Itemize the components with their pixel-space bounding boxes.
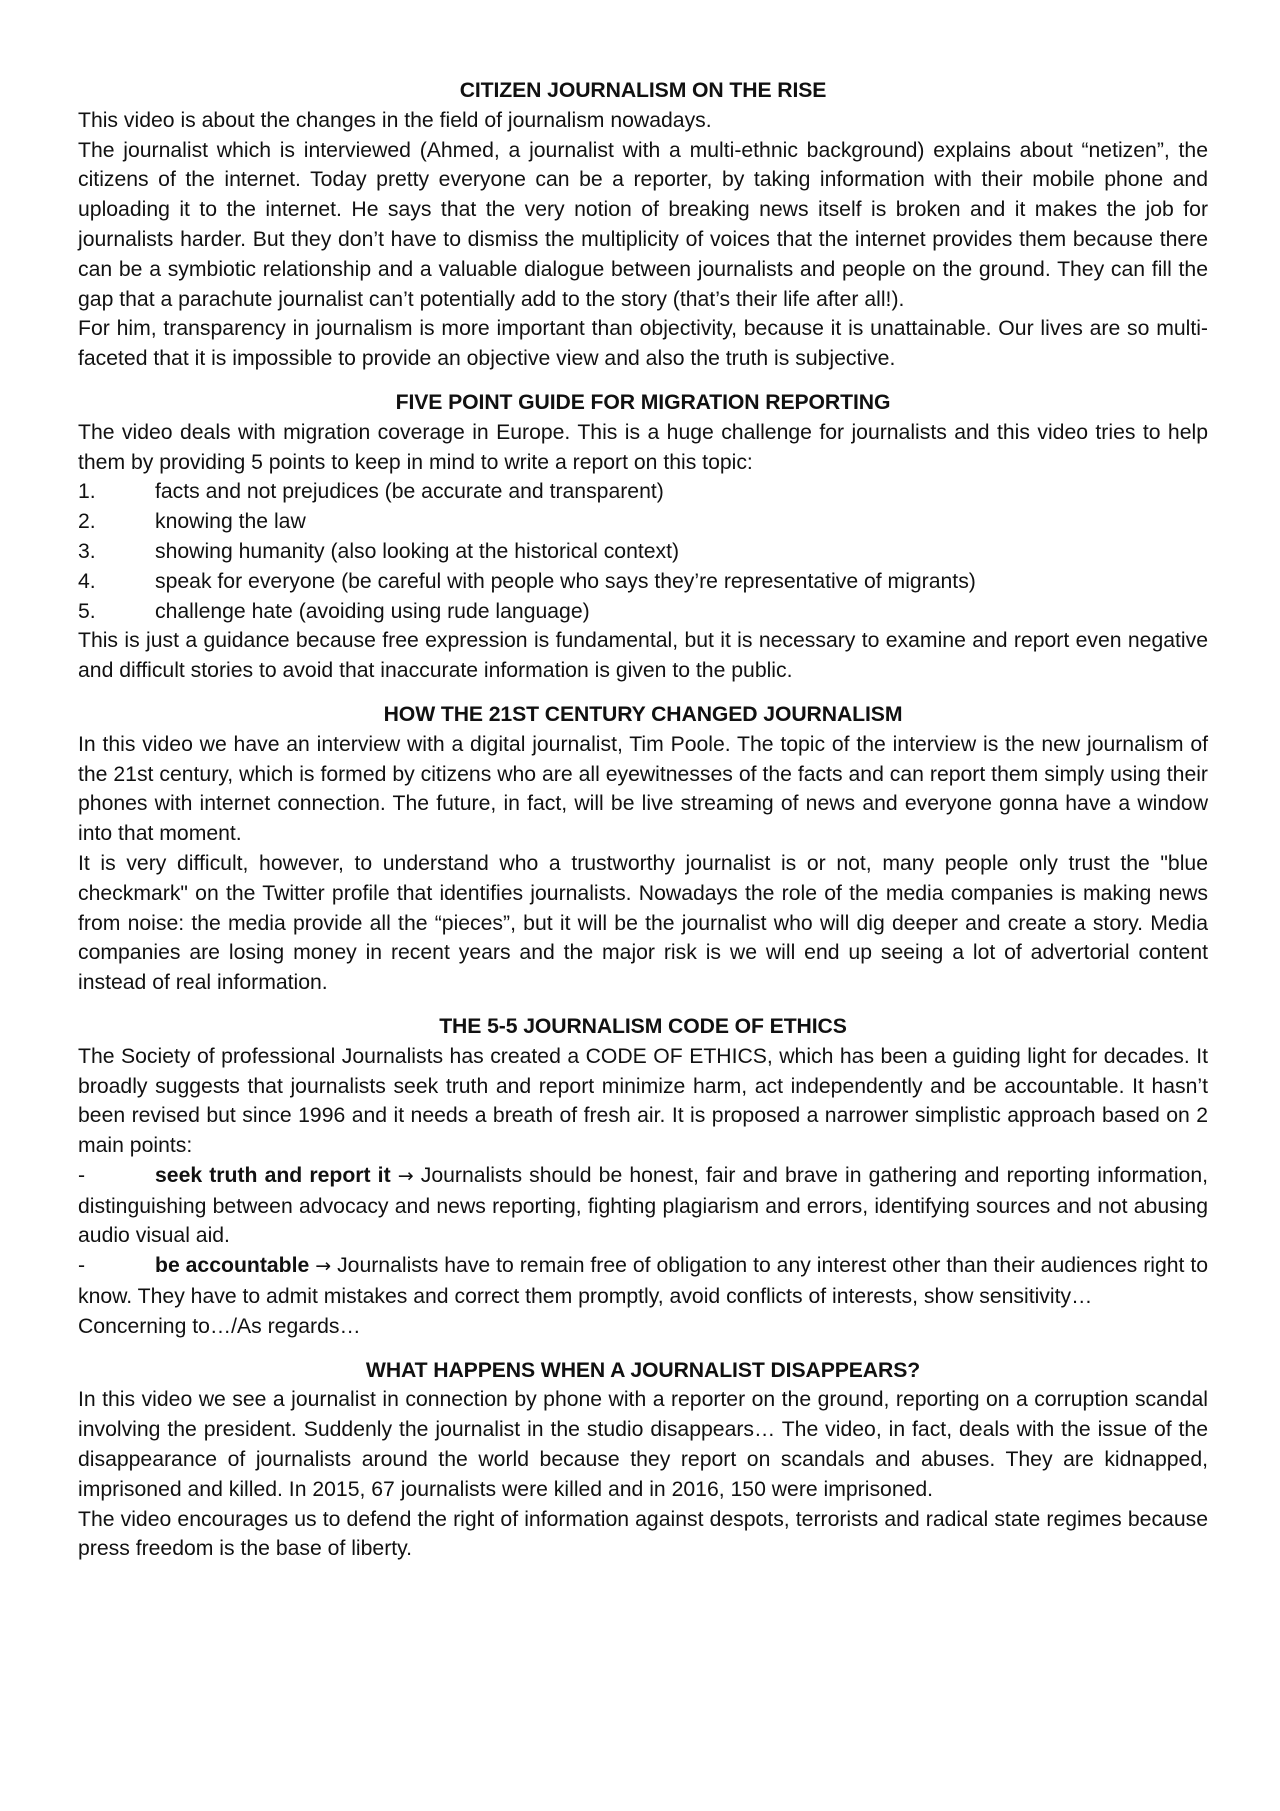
paragraph: It is very difficult, however, to understand who a trustworthy journalist is or not, many people only trust the "blue checkmark" on the Twitter profile that identifies journalists. Nowadays the role of the media companies is making news from noise: the media provide all the “pieces”, but it will be the journalist who will dig deeper and create a story. Media companies are losing money in recent years and the major risk is we will end up seeing a lot of advertorial content instead of real information.	[78, 851, 1208, 995]
list-number: 5.	[78, 599, 96, 623]
arrow-right-icon: →	[315, 1255, 332, 1278]
list-item	[78, 597, 1208, 627]
paragraph: In this video we see a journalist in connection by phone with a reporter on the ground, reporting on a corruption scandal involving the president. Suddenly the journalist in the studio disappears… The video, in fact, deals with the issue of the disappearance of journalists around the world because they report on scandals and abuses. They are kidnapped, imprisoned and killed. In 2015, 67 journalists were killed and in 2016, 150 were imprisoned.	[78, 1388, 1208, 1501]
section-heading: CITIZEN JOURNALISM ON THE RISE	[459, 79, 827, 102]
section-citizen-journalism	[78, 76, 1208, 374]
paragraph: In this video we have an interview with a digital journalist, Tim Poole. The topic of the interview is the new journalism of the 21st century, which is formed by citizens who are all eyewitnesses of the facts and can report them simply using their phones with internet connection. The future, in fact, will be live streaming of news and everyone gonna have a window into that moment.	[78, 732, 1208, 846]
ethics-term: be accountable	[155, 1254, 310, 1278]
dash-bullet: -	[78, 1163, 86, 1187]
paragraph: The journalist which is interviewed (Ahmed, a journalist with a multi-ethnic background) explains about “netizen”, the citizens of the internet. Today pretty everyone can be a reporter, by taking information with their mobile phone and uploading it to the internet. He says that the very notion of breaking news itself is broken and it makes the job for journalists harder. But they don’t have to dismiss the multiplicity of voices that the internet provides them because there can be a symbiotic relationship and a valuable dialogue between journalists and people on the ground. They can fill the gap that a parachute journalist can’t potentially add to the story (that’s their life after all!).	[78, 138, 1208, 311]
section-heading: HOW THE 21ST CENTURY CHANGED JOURNALISM	[383, 702, 903, 726]
paragraph: For him, transparency in journalism is more important than objectivity, because it is unattainable. Our lives are so multi-faceted that it is impossible to provide an objective view and also the truth is subjective.	[78, 317, 1208, 371]
list-number: 3.	[78, 539, 96, 563]
list-item	[78, 507, 1208, 537]
numbered-list	[78, 477, 1208, 626]
section-code-of-ethics	[78, 1012, 1208, 1342]
section-21st-century	[78, 700, 1208, 998]
list-text: showing humanity (also looking at the historical context)	[155, 539, 680, 563]
list-number: 2.	[78, 510, 96, 534]
document-page	[78, 76, 1208, 1564]
list-number: 4.	[78, 569, 96, 593]
section-heading: THE 5-5 JOURNALISM CODE OF ETHICS	[439, 1014, 847, 1038]
list-item	[78, 537, 1208, 567]
ethics-description: Journalists have to remain free of obligation to any interest other than their audiences right to know. They have to admit mistakes and correct them promptly, avoid conflicts of interests, show sensitivity…	[78, 1254, 1209, 1309]
paragraph: Concerning to…/As regards…	[78, 1314, 361, 1338]
paragraph: This is just a guidance because free expression is fundamental, but it is necessary to examine and report even negative and difficult stories to avoid that inaccurate information is given to the public.	[78, 629, 1208, 683]
list-text: speak for everyone (be careful with people who says they’re representative of migrants)	[155, 569, 976, 593]
list-text: knowing the law	[155, 510, 306, 534]
ethics-description: Journalists should be honest, fair and brave in gathering and reporting information, distinguishing between advocacy and news reporting, fighting plagiarism and errors, identifying sources and not abusing audio visual aid.	[78, 1163, 1208, 1248]
ethics-term: seek truth and report it	[155, 1163, 391, 1187]
list-number: 1.	[78, 480, 96, 504]
section-heading: WHAT HAPPENS WHEN A JOURNALIST DISAPPEARS?	[365, 1358, 921, 1382]
paragraph: This video is about the changes in the field of journalism nowadays.	[78, 108, 712, 132]
list-text: facts and not prejudices (be accurate and transparent)	[155, 480, 664, 504]
list-text: challenge hate (avoiding using rude language)	[155, 599, 590, 623]
section-heading: FIVE POINT GUIDE FOR MIGRATION REPORTING	[395, 390, 891, 414]
paragraph: The Society of professional Journalists has created a CODE OF ETHICS, which has been a guiding light for decades. It broadly suggests that journalists seek truth and report minimize harm, act independently and be accountable. It hasn’t been revised but since 1996 and it needs a breath of fresh air. It is proposed a narrower simplistic approach based on 2 main points:	[78, 1044, 1208, 1158]
arrow-right-icon: →	[397, 1164, 414, 1187]
list-item	[78, 567, 1208, 597]
list-item	[78, 477, 1208, 507]
paragraph: The video encourages us to defend the right of information against despots, terrorists and radical state regimes because press freedom is the base of liberty.	[78, 1507, 1208, 1561]
ethics-point	[78, 1251, 1208, 1312]
ethics-point	[78, 1161, 1208, 1251]
paragraph: The video deals with migration coverage in Europe. This is a huge challenge for journalists and this video tries to help them by providing 5 points to keep in mind to write a report on this topic:	[78, 420, 1208, 474]
section-journalist-disappears	[78, 1356, 1208, 1565]
dash-bullet: -	[78, 1254, 86, 1278]
section-migration-reporting	[78, 388, 1208, 686]
